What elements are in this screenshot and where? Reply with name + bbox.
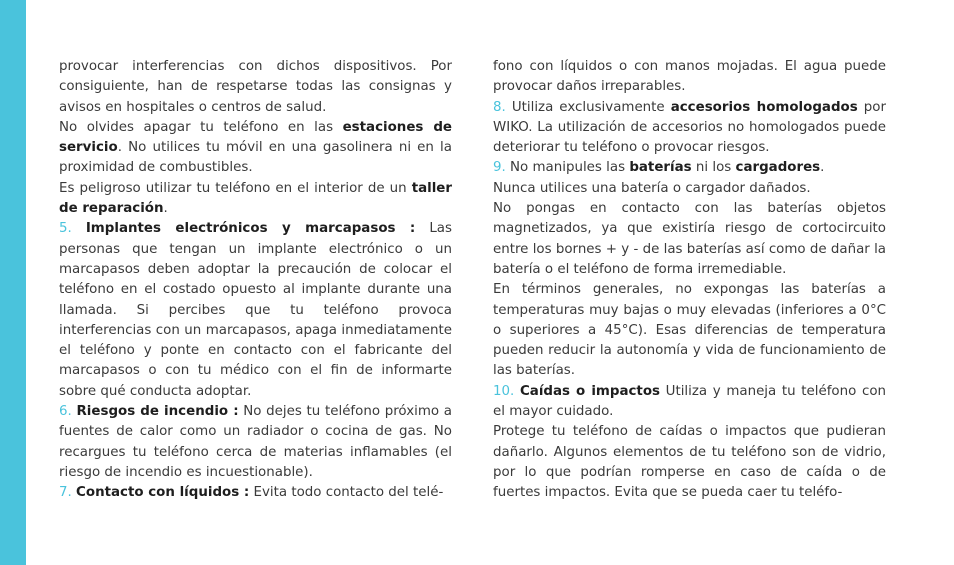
left-column: [59, 57, 452, 504]
paragraph: Protege tu teléfono de caídas o impactos que pudieran dañarlo. Algunos elementos de tu teléfono son de vidrio, por lo que podrían romperse en caso de caída o de fuertes impactos. Evita que se pueda caer tu teléfo-: [493, 424, 886, 501]
item-number: 5.: [59, 221, 72, 237]
paragraph: provocar interferencias con dichos dispositivos. Por consiguiente, han de respetarse todas las consignas y avisos en hospitales o centros de salud.: [59, 59, 452, 115]
item-6: 6. Riesgos de incendio : No dejes tu teléfono próximo a fuentes de calor como un radiador o cocina de gas. No recargues tu teléfono cerca de materias inflamables (el riesgo de incendio es incuestionable).: [59, 404, 452, 480]
item-title: Contacto con líquidos :: [76, 485, 250, 501]
item-7: 7. Contacto con líquidos : Evita todo contacto del telé-: [59, 485, 444, 501]
item-title: Riesgos de incendio :: [76, 404, 239, 420]
item-number: 9.: [493, 160, 506, 176]
item-number: 8.: [493, 99, 506, 115]
paragraph: En términos generales, no expongas las baterías a temperaturas muy bajas o muy elevadas (inferiores a 0°C o superiores a 45°C). Esas diferencias de temperatura pueden reducir la autonomía y vida de funcionamiento de las baterías.: [493, 282, 886, 379]
item-title: Caídas o impactos: [519, 383, 660, 399]
item-number: 6.: [59, 404, 72, 420]
paragraph: fono con líquidos o con manos mojadas. El agua puede provocar daños irreparables.: [493, 59, 886, 95]
paragraph-service-stations: No olvides apagar tu teléfono en las estaciones de servicio. No utilices tu móvil en una gasolinera ni en la proximidad de combustibles.: [59, 119, 452, 176]
item-9: 9. No manipules las baterías ni los cargadores.: [493, 160, 825, 176]
accent-bar: [0, 0, 26, 565]
paragraph: Nunca utilices una batería o cargador dañados.: [493, 180, 811, 196]
item-title: Implantes electrónicos y marcapasos :: [85, 221, 416, 237]
item-number: 7.: [59, 485, 72, 501]
item-number: 10.: [493, 383, 515, 399]
item-5: 5. Implantes electrónicos y marcapasos : Las personas que tengan un implante electrónico o un marcapasos deben adoptar la precaución de colocar el teléfono en el costado opuesto al implante durante una llamada. Si percibes que tu teléfono provoca interferencias con un marcapasos, apaga inmediatamente el teléfono y ponte en contacto con el fabricante del marcapasos o con tu médico con el fin de informarte sobre qué conducta adoptar.: [59, 221, 452, 399]
right-column: [493, 57, 886, 504]
paragraph: No pongas en contacto con las baterías objetos magnetizados, ya que existiría riesgo de cortocircuito entre los bornes + y - de las baterías así como de dañar la batería o el teléfono de forma irremediable.: [493, 201, 886, 277]
paragraph-repair-shop: Es peligroso utilizar tu teléfono en el interior de un taller de reparación.: [59, 180, 452, 217]
item-8: 8. Utiliza exclusivamente accesorios homologados por WIKO. La utilización de accesorios no homologados puede deteriorar tu teléfono o provocar riesgos.: [493, 99, 886, 156]
item-10: 10. Caídas o impactos Utiliza y maneja tu teléfono con el mayor cuidado.: [493, 383, 886, 420]
